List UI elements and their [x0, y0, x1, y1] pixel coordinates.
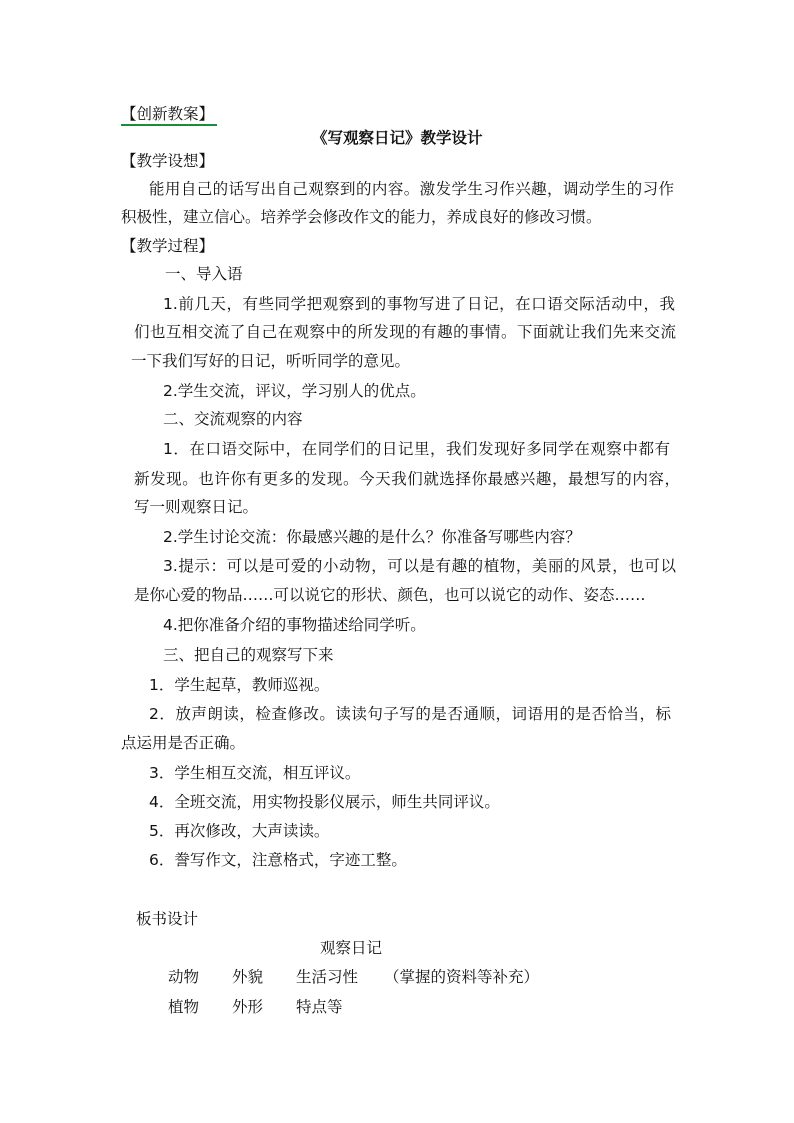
process-line: 一下我们写好的日记，听听同学的意见。	[131, 352, 411, 370]
process-line: 点运用是否正确。	[121, 734, 246, 752]
section-title: 三、把自己的观察写下来	[163, 646, 334, 664]
lesson-tag: 【创新教案】	[121, 105, 215, 123]
process-line: 1．在口语交际中，在同学们的日记里，我们发现好多同学在观察中都有	[163, 440, 670, 458]
process-line: 1.前几天，有些同学把观察到的事物写进了日记，在口语交际活动中，我	[163, 295, 675, 313]
process-line: 1．学生起草，教师巡视。	[149, 676, 330, 694]
section-title: 二、交流观察的内容	[163, 410, 303, 428]
process-line: 们也互相交流了自己在观察中的所发现的有趣的事情。下面就让我们先来交流	[134, 323, 676, 341]
design-paragraph-line: 能用自己的话写出自己观察到的内容。激发学生习作兴趣，调动学生的习作	[149, 180, 674, 198]
process-line: 5．再次修改，大声读读。	[149, 822, 330, 840]
board-cell: 动物	[168, 968, 200, 986]
page-title: 《写观察日记》教学设计	[312, 129, 483, 147]
process-line: 2．放声朗读，检查修改。读读句子写的是否通顺，词语用的是否恰当，标	[149, 705, 671, 723]
board-cell: 生活习性	[296, 968, 359, 986]
board-title: 观察日记	[320, 939, 383, 957]
section-title: 一、导入语	[165, 265, 243, 283]
board-cell: 特点等	[296, 998, 343, 1016]
process-line: 新发现。也许你有更多的发现。今天我们就选择你最感兴趣，最想写的内容，	[134, 470, 680, 488]
process-line: 2.学生讨论交流：你最感兴趣的是什么？你准备写哪些内容？	[163, 528, 581, 546]
board-cell: 外形	[232, 998, 264, 1016]
process-line: 4．全班交流，用实物投影仪展示，师生共同评议。	[149, 793, 500, 811]
process-line: 是你心爱的物品……可以说它的形状、颜色，也可以说它的动作、姿态……	[134, 586, 646, 604]
board-cell: 植物	[168, 998, 200, 1016]
process-line: 6．誊写作文，注意格式，字迹工整。	[149, 851, 407, 869]
board-cell: （掌握的资料等补充）	[384, 968, 540, 986]
design-heading: 【教学设想】	[121, 152, 215, 170]
process-line: 4.把你准备介绍的事物描述给同学听。	[163, 616, 426, 634]
board-heading: 板书设计	[136, 910, 199, 928]
board-cell: 外貌	[232, 968, 264, 986]
process-line: 3.提示：可以是可爱的小动物，可以是有趣的植物，美丽的风景，也可以	[163, 557, 676, 575]
process-line: 写一则观察日记。	[134, 498, 259, 516]
lesson-tag-underline	[121, 124, 217, 126]
process-heading: 【教学过程】	[121, 237, 215, 255]
process-line: 2.学生交流，评议，学习别人的优点。	[163, 382, 426, 400]
design-paragraph-line: 积极性，建立信心。培养学会修改作文的能力，养成良好的修改习惯。	[121, 208, 602, 226]
process-line: 3．学生相互交流，相互评议。	[149, 764, 361, 782]
